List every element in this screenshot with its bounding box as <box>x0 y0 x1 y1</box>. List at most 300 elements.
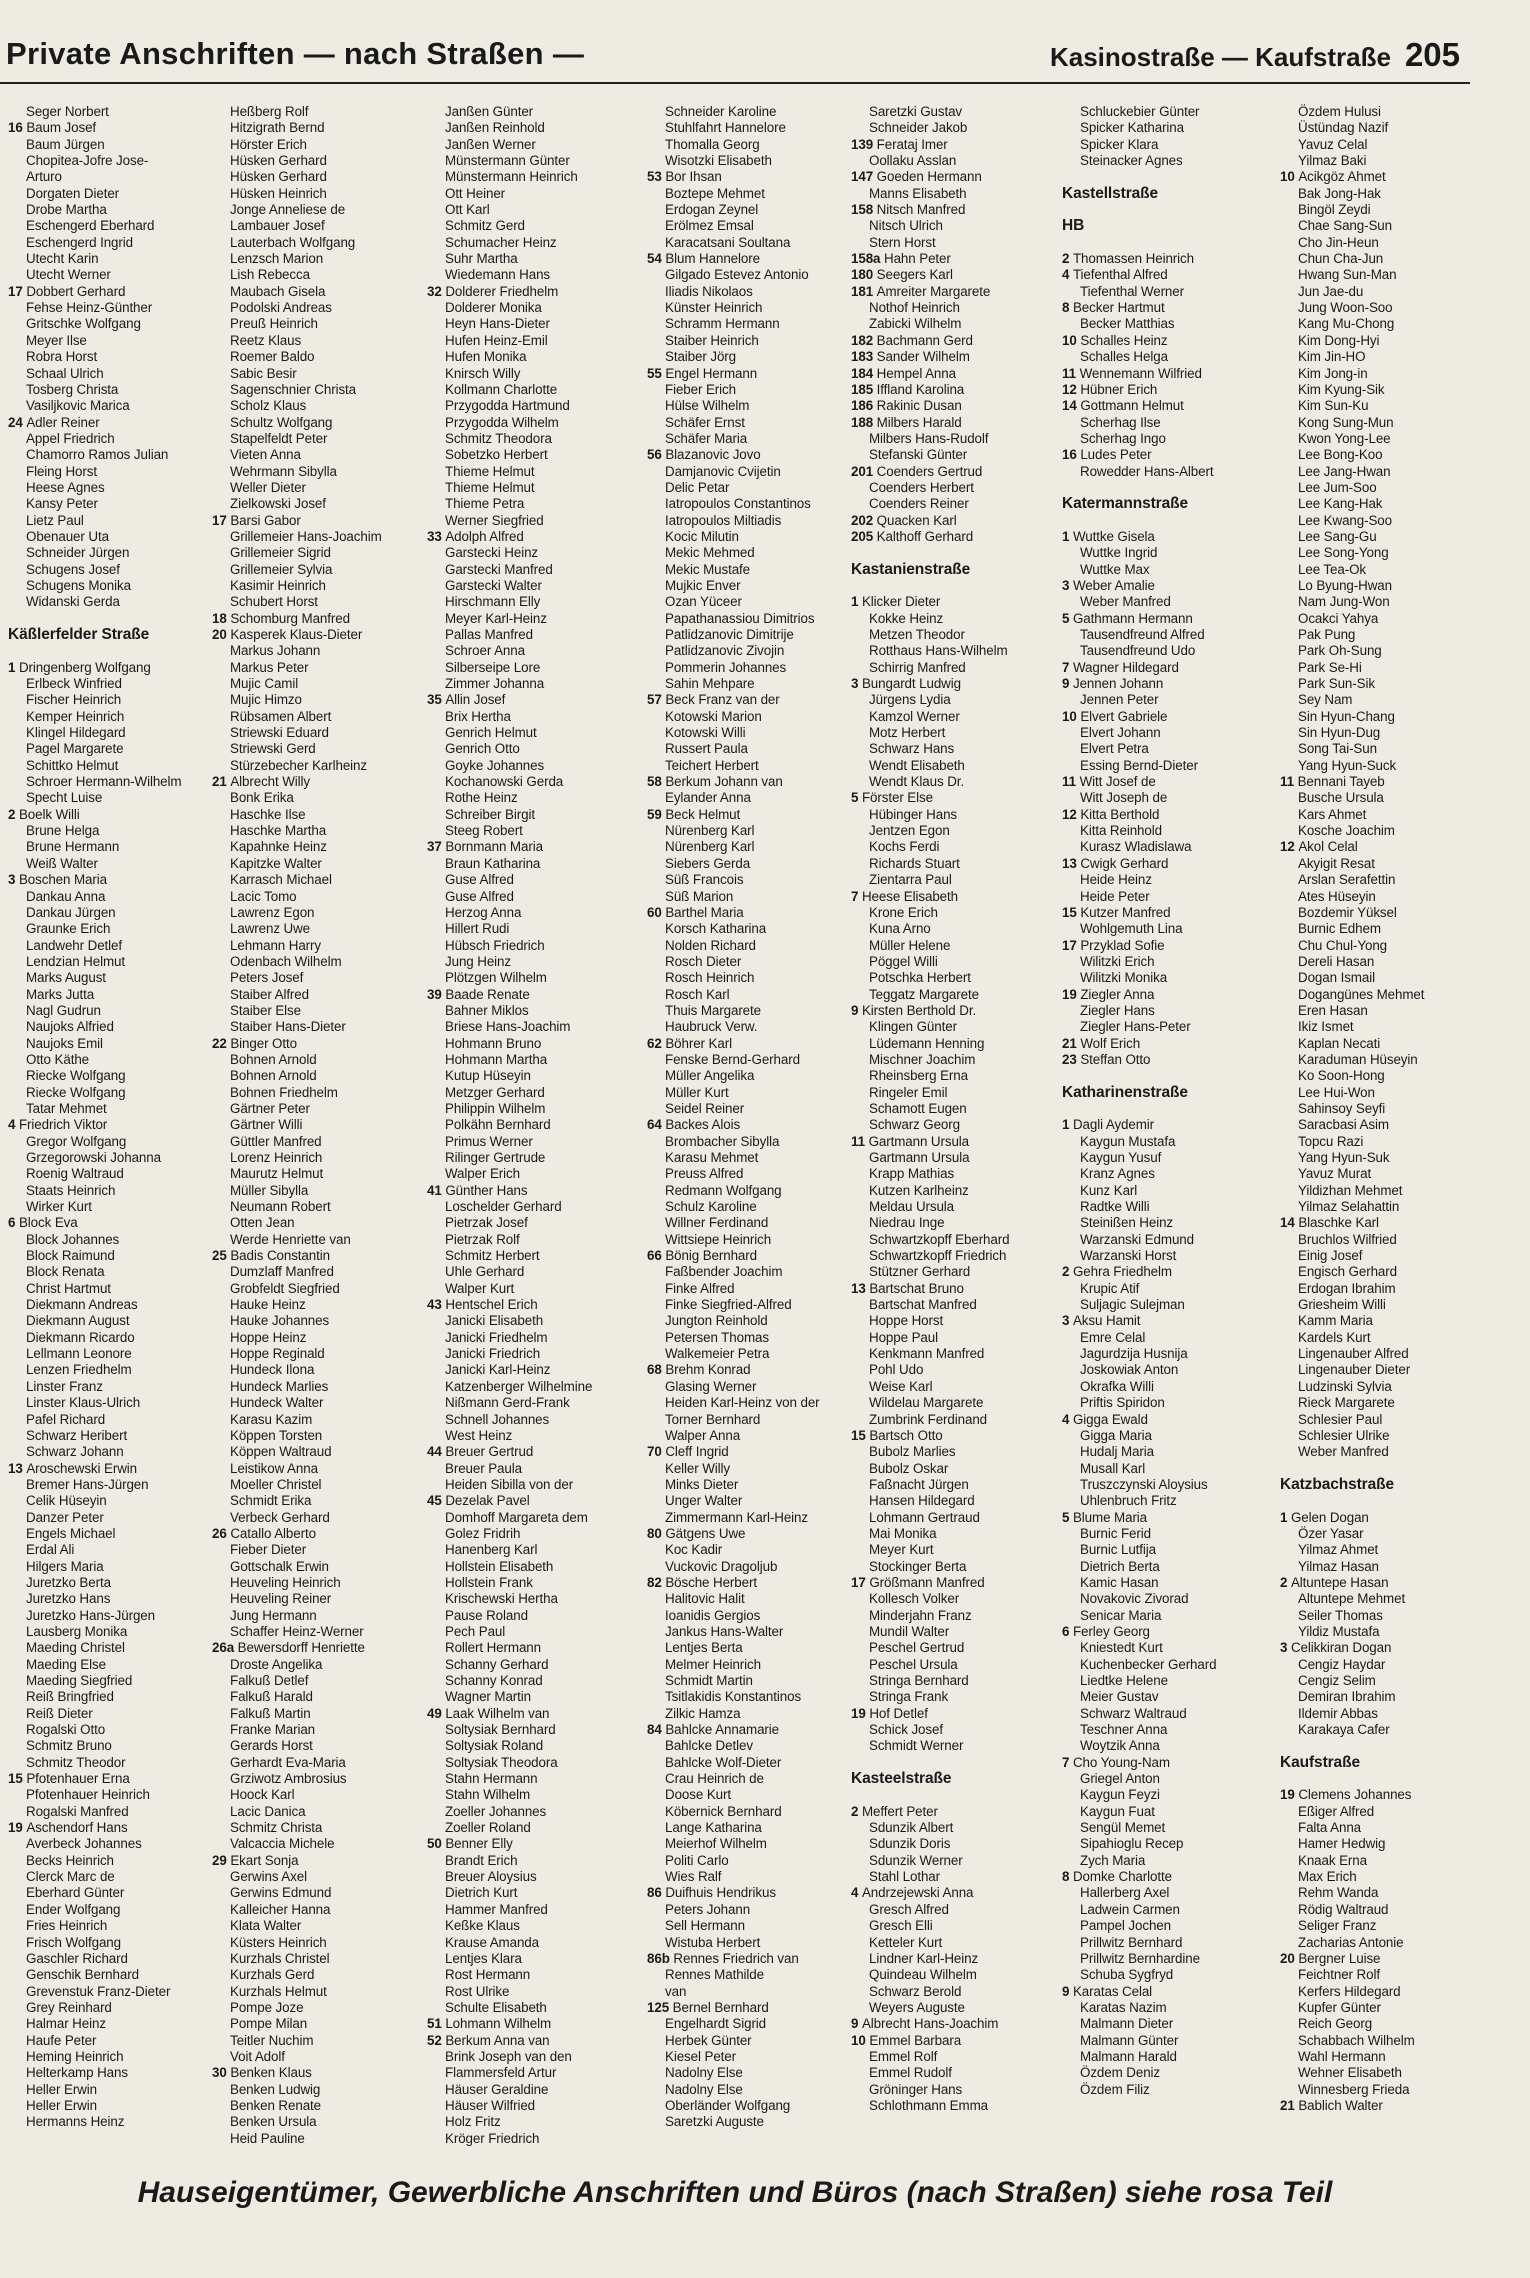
resident-name: Nitsch Manfred <box>876 202 966 218</box>
directory-entry: Gresch Alfred <box>869 1901 949 1917</box>
directory-entry: Arturo <box>26 169 62 185</box>
directory-entry: Ott Karl <box>445 202 490 218</box>
directory-entry: Erdogan Ibrahim <box>1298 1280 1396 1296</box>
directory-entry <box>647 447 861 463</box>
directory-entry: Hitzigrath Bernd <box>230 120 325 136</box>
directory-entry: Thomalla Georg <box>665 136 760 152</box>
directory-entry: Bak Jong-Hak <box>1298 185 1381 201</box>
directory-entry: Peters Josef <box>230 970 304 986</box>
directory-entry: Hwang Sun-Man <box>1298 267 1397 283</box>
street-heading: Kasteelstraße <box>851 1771 952 1788</box>
directory-entry: Hörster Erich <box>230 136 307 152</box>
directory-entry <box>1280 1787 1494 1803</box>
directory-entry: Schlothmann Emma <box>869 2097 988 2113</box>
directory-entry: Schultz Wolfgang <box>230 414 333 430</box>
directory-entry: Kardels Kurt <box>1298 1329 1371 1345</box>
directory-entry: Riecke Wolfgang <box>26 1068 126 1084</box>
directory-entry: Hilgers Maria <box>26 1558 104 1574</box>
directory-entry: Schwarz Waltraud <box>1080 1705 1187 1721</box>
directory-entry: Pohl Udo <box>869 1362 924 1378</box>
directory-entry: Kalleicher Hanna <box>230 1901 331 1917</box>
directory-entry: Juretzko Hans-Jürgen <box>26 1607 155 1623</box>
directory-entry: Lee Jum-Soo <box>1298 479 1377 495</box>
directory-entry: Finke Alfred <box>665 1280 735 1296</box>
directory-entry <box>427 692 641 708</box>
directory-entry: Pak Pung <box>1298 627 1356 642</box>
directory-entry: Lorenz Heinrich <box>230 1150 323 1165</box>
directory-entry: Krupic Atif <box>1080 1280 1140 1296</box>
directory-entry: Klata Walter <box>230 1918 302 1934</box>
directory-entry: Reiß Dieter <box>26 1705 93 1721</box>
resident-name: Berkum Johann van <box>665 774 783 790</box>
directory-entry: Eren Hasan <box>1298 1002 1368 1018</box>
directory-entry: Plötzgen Wilhelm <box>445 970 547 986</box>
directory-entry: Teschner Anna <box>1080 1722 1168 1738</box>
house-number: 60 <box>647 904 666 920</box>
directory-entry: Nißmann Gerd-Frank <box>445 1395 570 1411</box>
directory-entry: Mekic Mustafe <box>665 561 751 577</box>
resident-name: Andrzejewski Anna <box>861 1885 974 1901</box>
house-number: 5 <box>1062 1509 1073 1525</box>
directory-entry: Zoeller Johannes <box>445 1803 547 1819</box>
directory-entry: Lee Jang-Hwan <box>1298 463 1391 479</box>
house-number: 4 <box>8 1117 19 1133</box>
directory-entry <box>851 349 1065 365</box>
directory-entry: Nagl Gudrun <box>26 1002 101 1018</box>
house-number: 19 <box>851 1705 870 1721</box>
directory-entry: Uhle Gerhard <box>445 1264 525 1280</box>
directory-entry: Kamic Hasan <box>1080 1574 1159 1590</box>
resident-name: Allin Josef <box>445 692 506 708</box>
directory-entry: Riecke Wolfgang <box>26 1084 126 1100</box>
directory-entry: Dumzlaff Manfred <box>230 1264 334 1280</box>
directory-entry: Stern Horst <box>869 234 936 250</box>
directory-entry: Walkemeier Petra <box>665 1346 770 1362</box>
directory-entry: Bingöl Zeydi <box>1298 202 1371 218</box>
directory-entry: Zielkowski Josef <box>230 496 326 512</box>
directory-entry: Danzer Peter <box>26 1509 104 1525</box>
directory-entry <box>647 1951 861 1967</box>
directory-entry: Graunke Erich <box>26 921 111 937</box>
house-number: 21 <box>1062 1035 1081 1051</box>
resident-name: Amreiter Margarete <box>876 283 991 299</box>
directory-entry: Lacic Tomo <box>230 888 297 904</box>
directory-entry: Widanski Gerda <box>26 594 120 610</box>
directory-entry: Emmel Rudolf <box>869 2065 952 2081</box>
directory-entry <box>1062 1624 1276 1640</box>
directory-entry: Rheinsberg Erna <box>869 1068 968 1084</box>
directory-entry: Lee Bong-Koo <box>1298 447 1383 463</box>
house-number: 1 <box>1062 528 1073 544</box>
resident-name: Wuttke Gisela <box>1072 528 1155 544</box>
directory-entry: Grillemeier Sylvia <box>230 561 333 577</box>
directory-entry: Warzanski Edmund <box>1080 1231 1194 1247</box>
house-number: 17 <box>8 283 27 299</box>
directory-entry: Musall Karl <box>1080 1460 1146 1476</box>
directory-entry: Dietrich Kurt <box>445 1885 518 1901</box>
spacer <box>8 643 222 659</box>
directory-entry <box>647 807 861 823</box>
directory-entry: Heide Peter <box>1080 888 1150 904</box>
directory-entry: Küsters Heinrich <box>230 1934 327 1950</box>
directory-entry: Rogalski Manfred <box>26 1803 129 1819</box>
directory-entry: Pompe Milan <box>230 2016 308 2032</box>
house-number: 82 <box>647 1574 666 1590</box>
directory-entry: Wuttke Max <box>1080 561 1150 577</box>
directory-entry: Genschik Bernhard <box>26 1967 139 1983</box>
directory-entry: Kaygun Feyzi <box>1080 1787 1160 1803</box>
directory-entry: Hillert Rudi <box>445 921 510 937</box>
directory-entry: Einig Josef <box>1298 1248 1363 1264</box>
directory-entry: Jungton Reinhold <box>665 1313 768 1329</box>
directory-entry: Sdunzik Albert <box>869 1820 954 1836</box>
house-number: 26a <box>212 1640 238 1656</box>
directory-entry: Nürenberg Karl <box>665 839 755 855</box>
directory-entry: Kupfer Günter <box>1298 1999 1381 2015</box>
resident-name: Coenders Gertrud <box>876 463 983 479</box>
directory-entry: Wies Ralf <box>665 1869 722 1885</box>
directory-entry: Wittsiepe Heinrich <box>665 1231 772 1247</box>
directory-entry: Lüdemann Henning <box>869 1035 985 1051</box>
resident-name: Iffland Karolina <box>876 381 965 397</box>
directory-entry: Ladwein Carmen <box>1080 1901 1180 1917</box>
directory-entry: Seiler Thomas <box>1298 1607 1383 1623</box>
directory-entry <box>647 1575 861 1591</box>
directory-entry: Gaschler Richard <box>26 1950 128 1966</box>
directory-entry: Flammersfeld Artur <box>445 2065 557 2081</box>
directory-entry: Lenzen Friedhelm <box>26 1362 132 1378</box>
resident-name: Backes Alois <box>665 1117 741 1133</box>
directory-entry: Naujoks Emil <box>26 1035 103 1051</box>
directory-entry: Sdunzik Doris <box>869 1836 951 1852</box>
directory-entry: Özdem Deniz <box>1080 2065 1161 2081</box>
directory-entry: Dorgaten Dieter <box>26 185 120 201</box>
directory-entry: Diekmann Ricardo <box>26 1329 135 1345</box>
directory-entry: Lausberg Monika <box>26 1623 128 1639</box>
directory-entry: Motz Herbert <box>869 725 946 741</box>
directory-entry: Kurasz Wladislawa <box>1080 839 1192 855</box>
header-street-range: Kasinostraße — Kaufstraße <box>1049 42 1391 72</box>
directory-entry: Nürenberg Karl <box>665 823 755 839</box>
house-number: 86 <box>647 1885 666 1901</box>
directory-entry <box>1062 1117 1276 1133</box>
directory-entry: Ko Soon-Hong <box>1298 1068 1385 1084</box>
directory-entry: Pfotenhauer Heinrich <box>26 1787 150 1803</box>
house-number: 45 <box>427 1493 446 1509</box>
directory-entry <box>1062 1869 1276 1885</box>
directory-entry: Teichert Herbert <box>665 757 759 773</box>
directory-entry: Lehmann Harry <box>230 937 321 953</box>
directory-entry: Block Raimund <box>26 1248 115 1264</box>
directory-entry: Staiber Else <box>230 1002 301 1018</box>
directory-entry: Chu Chul-Yong <box>1298 937 1388 953</box>
directory-entry: Zilkic Hamza <box>665 1705 741 1721</box>
directory-entry <box>1062 1264 1276 1280</box>
resident-name: Przyklad Sofie <box>1080 937 1165 953</box>
directory-entry: Lellmann Leonore <box>26 1346 132 1362</box>
house-number: 10 <box>1062 708 1081 724</box>
directory-entry: Wisotzki Elisabeth <box>665 153 772 169</box>
directory-entry: Cho Jin-Heun <box>1298 234 1379 250</box>
house-number: 12 <box>1062 806 1081 822</box>
directory-entry: Ioanidis Gergios <box>665 1607 761 1623</box>
directory-entry: Kollesch Volker <box>869 1591 960 1607</box>
resident-name: Blazanovic Jovo <box>665 447 761 463</box>
directory-entry: Doose Kurt <box>665 1787 731 1803</box>
directory-entry: Ates Hüseyin <box>1298 888 1376 904</box>
directory-entry: Busche Ursula <box>1298 790 1384 806</box>
directory-entry: Glasing Werner <box>665 1378 757 1394</box>
directory-entry: Gärtner Peter <box>230 1100 310 1116</box>
directory-entry: Knirsch Willy <box>445 365 521 381</box>
house-number: 205 <box>851 528 877 544</box>
directory-entry: Schneider Jakob <box>869 120 968 136</box>
directory-entry: Schroer Hermann-Wilhelm <box>26 774 182 790</box>
directory-entry <box>647 2000 861 2016</box>
resident-name: Karatas Celal <box>1072 1983 1153 1999</box>
directory-entry: Unger Walter <box>665 1493 743 1509</box>
directory-entry: Schnell Johannes <box>445 1411 550 1427</box>
column-1 <box>8 104 222 2159</box>
resident-name: Becker Hartmut <box>1072 300 1165 316</box>
directory-entry: Vieten Anna <box>230 447 301 463</box>
directory-entry: Heller Erwin <box>26 2097 97 2113</box>
directory-entry: Müller Helene <box>869 937 951 953</box>
directory-entry: Schmitz Gerd <box>445 218 525 234</box>
house-number: 158 <box>851 202 877 218</box>
directory-entry: Stützner Gerhard <box>869 1264 971 1280</box>
house-number: 80 <box>647 1525 666 1541</box>
directory-entry: Jonge Anneliese de <box>230 202 346 218</box>
directory-entry: Köbernick Bernhard <box>665 1803 782 1819</box>
directory-entry: Willner Ferdinand <box>665 1215 769 1231</box>
house-number: 4 <box>851 1885 862 1901</box>
directory-entry: Milbers Hans-Rudolf <box>869 430 989 446</box>
directory-entry: Lendzian Helmut <box>26 953 125 969</box>
directory-entry: Schaal Ulrich <box>26 365 104 381</box>
directory-entry <box>427 1297 641 1313</box>
house-number: 12 <box>1062 381 1081 397</box>
resident-name: Benner Elly <box>445 1836 513 1852</box>
directory-entry: Bohnen Arnold <box>230 1051 317 1067</box>
resident-name: Block Eva <box>18 1215 78 1231</box>
directory-entry <box>427 1444 641 1460</box>
directory-entry <box>851 284 1065 300</box>
directory-entry: Korsch Katharina <box>665 921 767 937</box>
resident-name: Badis Constantin <box>230 1248 330 1264</box>
directory-entry: Yavuz Celal <box>1298 136 1368 152</box>
directory-entry: Chamorro Ramos Julian <box>26 447 169 463</box>
directory-entry: Rowedder Hans-Albert <box>1080 463 1214 479</box>
directory-entry: Petersen Thomas <box>665 1329 769 1345</box>
directory-entry: Gritschke Wolfgang <box>26 316 141 332</box>
resident-name: Günther Hans <box>445 1182 528 1198</box>
directory-entry: Jennen Peter <box>1080 692 1159 708</box>
resident-name: Weber Amalie <box>1072 577 1155 593</box>
directory-entry: Schaffer Heinz-Werner <box>230 1623 364 1639</box>
directory-entry: Tosberg Christa <box>26 381 119 397</box>
directory-entry: Schanny Gerhard <box>445 1656 549 1672</box>
directory-entry: Heuveling Heinrich <box>230 1574 341 1590</box>
resident-name: Dobbert Gerhard <box>26 283 126 299</box>
directory-entry: Heese Agnes <box>26 479 105 495</box>
directory-entry: Karasu Mehmet <box>665 1150 759 1165</box>
directory-entry: Pagel Margarete <box>26 741 124 757</box>
resident-name: Ludes Peter <box>1080 447 1152 463</box>
directory-entry: Stockinger Berta <box>869 1558 967 1574</box>
resident-name: Quacken Karl <box>876 512 957 528</box>
directory-entry: Krause Amanda <box>445 1934 539 1950</box>
directory-entry: Wiedemann Hans <box>445 267 551 283</box>
directory-entry: Stefanski Günter <box>869 447 968 463</box>
house-number: 3 <box>851 676 862 692</box>
resident-name: Förster Else <box>861 790 933 806</box>
directory-entry <box>1062 987 1276 1003</box>
resident-name: Hentschel Erich <box>445 1297 538 1313</box>
house-number: 10 <box>1280 169 1299 185</box>
street-heading: Katermannstraße <box>1062 496 1188 513</box>
directory-entry: Teggatz Margarete <box>869 986 979 1002</box>
directory-entry: Hansen Hildegard <box>869 1493 975 1509</box>
directory-entry: Altuntepe Mehmet <box>1298 1591 1406 1607</box>
directory-entry: Kutzen Karlheinz <box>869 1182 969 1198</box>
directory-entry: Bohnen Friedhelm <box>230 1084 338 1100</box>
directory-entry: Malmann Dieter <box>1080 2016 1174 2032</box>
directory-entry: Kutup Hüseyin <box>445 1068 531 1084</box>
house-number: 19 <box>8 1820 27 1836</box>
resident-name: Boschen Maria <box>18 872 107 888</box>
resident-name: Adler Reiner <box>26 414 100 430</box>
house-number: 11 <box>1062 774 1080 790</box>
house-number: 64 <box>647 1117 666 1133</box>
resident-name: Hempel Anna <box>876 365 956 381</box>
directory-entry: Meierhof Wilhelm <box>665 1836 767 1852</box>
house-number: 13 <box>851 1280 870 1296</box>
resident-name: Brehm Konrad <box>665 1362 751 1378</box>
directory-entry: Yildizhan Mehmet <box>1298 1182 1403 1198</box>
directory-entry: Kranz Agnes <box>1080 1166 1155 1182</box>
directory-entry: Sdunzik Werner <box>869 1852 963 1868</box>
directory-entry: Genrich Helmut <box>445 725 537 741</box>
directory-entry: Werner Siegfried <box>445 512 544 528</box>
directory-entry <box>851 1003 1065 1019</box>
resident-name: Kitta Berthold <box>1080 806 1160 822</box>
directory-entry: Haschke Ilse <box>230 806 306 822</box>
directory-entry: Rieck Margarete <box>1298 1395 1395 1411</box>
directory-entry: Minderjahn Franz <box>869 1607 972 1623</box>
directory-entry: Uhlenbruch Fritz <box>1080 1493 1177 1509</box>
directory-entry: Hammer Manfred <box>445 1901 548 1917</box>
house-number: 7 <box>1062 1754 1073 1770</box>
directory-entry: Stringa Frank <box>869 1689 949 1705</box>
directory-entry: Cengiz Selim <box>1298 1673 1376 1688</box>
directory-entry: Hoppe Reginald <box>230 1346 325 1362</box>
directory-entry: Heiden Sibilla von der <box>445 1476 574 1492</box>
resident-name: Gottmann Helmut <box>1080 398 1184 414</box>
resident-name: Wagner Hildegard <box>1072 659 1179 675</box>
directory-entry: Brombacher Sibylla <box>665 1133 780 1149</box>
directory-entry: Gärtner Willi <box>230 1117 303 1133</box>
directory-entry: Meier Gustav <box>1080 1689 1159 1705</box>
directory-entry: Karatas Nazim <box>1080 1999 1167 2015</box>
directory-entry: Priftis Spiridon <box>1080 1395 1165 1411</box>
directory-entry: Yilmaz Ahmet <box>1298 1542 1379 1558</box>
directory-entry: Chae Sang-Sun <box>1298 218 1392 234</box>
directory-entry: Bremer Hans-Jürgen <box>26 1476 149 1492</box>
directory-entry: Schwarz Hans <box>869 741 955 757</box>
directory-entry: Hundeck Ilona <box>230 1362 315 1378</box>
directory-entry: Chun Cha-Jun <box>1298 251 1384 267</box>
house-number: 19 <box>1062 986 1081 1002</box>
directory-entry: Heller Erwin <box>26 2081 97 2097</box>
directory-entry: Akyigit Resat <box>1298 855 1375 871</box>
directory-entry: West Heinz <box>445 1427 513 1443</box>
directory-entry: Zabicki Wilhelm <box>869 316 962 332</box>
directory-entry <box>1062 578 1276 594</box>
house-number: 9 <box>1062 676 1073 692</box>
directory-entry <box>8 807 222 823</box>
directory-entry <box>851 202 1065 218</box>
directory-entry: Wagner Martin <box>445 1689 532 1705</box>
directory-entry: Quindeau Wilhelm <box>869 1967 977 1983</box>
directory-entry: Özdem Filiz <box>1080 2081 1150 2097</box>
directory-entry: Fenske Bernd-Gerhard <box>665 1051 800 1067</box>
resident-name: Akol Celal <box>1298 839 1358 855</box>
directory-entry: Thuis Margarete <box>665 1002 761 1018</box>
resident-name: Pfotenhauer Erna <box>26 1771 130 1787</box>
resident-name: Bachmann Gerd <box>876 332 973 348</box>
directory-entry: Nam Jung-Won <box>1298 594 1390 610</box>
directory-entry: Richards Stuart <box>869 855 960 871</box>
resident-name: Dagli Aydemir <box>1072 1117 1155 1133</box>
directory-entry: van <box>665 1983 687 1999</box>
directory-entry <box>851 594 1065 610</box>
resident-name: Gathmann Hermann <box>1072 610 1193 626</box>
directory-entry: Karaduman Hüseyin <box>1298 1051 1418 1067</box>
directory-entry: Preuss Alfred <box>665 1166 744 1182</box>
house-number: 11 <box>1280 774 1298 790</box>
directory-entry: Kang Mu-Chong <box>1298 316 1395 332</box>
directory-entry: Goyke Johannes <box>445 757 545 773</box>
directory-entry: Roemer Baldo <box>230 349 315 365</box>
directory-entry: Helterkamp Hans <box>26 2065 128 2081</box>
resident-name: Ekart Sonja <box>230 1852 299 1868</box>
directory-entry: Patlidzanovic Dimitrije <box>665 627 794 642</box>
directory-entry: Iliadis Nikolaos <box>665 283 753 299</box>
directory-entry: Eberhard Günter <box>26 1885 125 1901</box>
directory-entry <box>427 987 641 1003</box>
directory-entry: Saretzki Auguste <box>665 2114 764 2130</box>
house-number: 50 <box>427 1836 446 1852</box>
house-number: 39 <box>427 986 446 1002</box>
directory-entry: Mischner Joachim <box>869 1051 976 1067</box>
directory-entry: Podolski Andreas <box>230 300 332 316</box>
directory-entry: Staats Heinrich <box>26 1182 116 1198</box>
directory-entry: Averbeck Johannes <box>26 1836 142 1852</box>
directory-entry <box>8 1771 222 1787</box>
house-number: 11 <box>851 1133 869 1149</box>
directory-entry: Köppen Waltraud <box>230 1444 332 1460</box>
directory-entry: Eylander Anna <box>665 790 751 806</box>
directory-entry: Heßberg Rolf <box>230 104 309 119</box>
directory-entry: Krischewski Hertha <box>445 1591 558 1607</box>
resident-name: Duifhuis Hendrikus <box>665 1885 776 1901</box>
directory-entry: Maurutz Helmut <box>230 1166 324 1182</box>
directory-entry: Crau Heinrich de <box>665 1771 764 1787</box>
directory-entry <box>1062 447 1276 463</box>
directory-entry <box>8 415 222 431</box>
directory-entry: Kim Jin-HO <box>1298 349 1366 365</box>
